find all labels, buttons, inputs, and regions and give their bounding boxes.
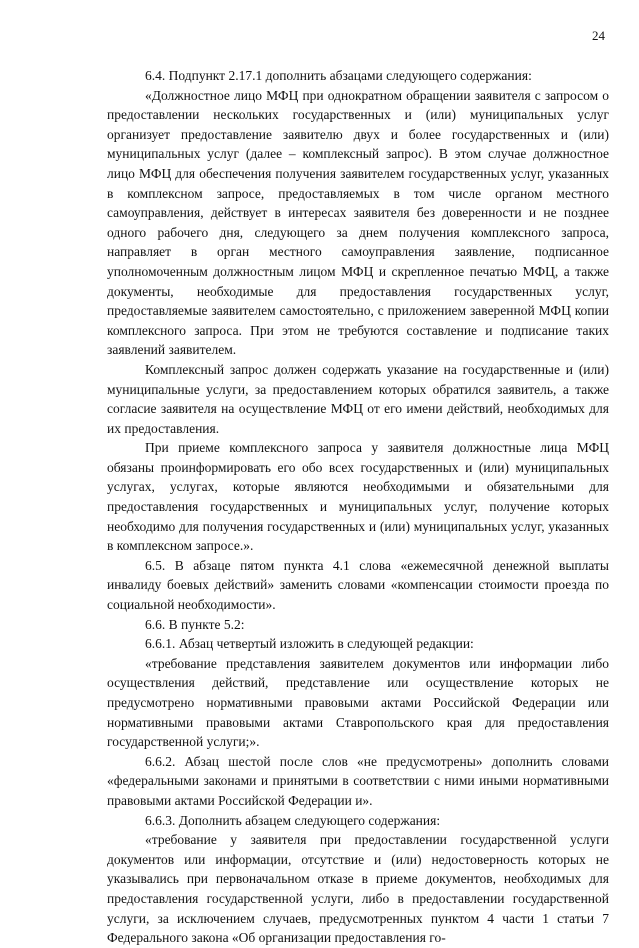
paragraph-requirement-missing-info: «требование у заявителя при предоставлении государственной услуги документов или информации, отсутствие и (или) недостоверность которых не указывались при первоначальном отказе в приеме документов, необходимых для предоставления государственной услуги, либо в предоставлении государственной услуги, за исключением случаев, предусмотренных пунктом 4 части 1 статьи 7 Федерального закона «Об организации предоставления го- [107, 832, 609, 946]
paragraph-6-6-1: 6.6.1. Абзац четвертый изложить в следующей редакции: [145, 636, 474, 652]
paragraph-6-4: 6.4. Подпункт 2.17.1 дополнить абзацами следующего содержания: [145, 68, 532, 83]
text-body [107, 66, 609, 948]
paragraph-6-6-3: 6.6.3. Дополнить абзацем следующего содержания: [145, 812, 441, 828]
paragraph-request-acceptance: При приеме комплексного запроса у заявителя должностные лица МФЦ обязаны проинформировать его обо всех государственных и (или) муниципальных услугах, услугах, которые являются необходимыми и обязательными для предоставления государственных и муниципальных услуг, получение которых необходимо для получения государственных и (или) муниципальных услуг, указанных в комплексном запросе.». [107, 440, 609, 554]
page-number: 24 [592, 28, 605, 43]
paragraph-6-6-2: 6.6.2. Абзац шестой после слов «не предусмотрены» дополнить словами «федеральными законами и принятыми в соответствии с ними иными нормативными правовыми актами Российской Федерации и». [107, 753, 609, 808]
paragraph-mfc-comprehensive-request: «Должностное лицо МФЦ при однократном обращении заявителя с запросом о предоставлении нескольких государственных и (или) муниципальных услуг организует предоставление заявителю двух и более государственных и (или) муниципальных услуг (далее – комплексный запрос). В этом случае должностное лицо МФЦ для обеспечения получения заявителем государственных услуг, указанных в комплексном запросе, предоставляемых в том числе органом местного самоуправления, действует в интересах заявителя без доверенности и не позднее одного рабочего дня, следующего за днем получения комплексного запроса, направляет в орган местного самоуправления заявление, подписанное уполномоченным должностным лицом МФЦ и скрепленное печатью МФЦ, а также документы, необходимые для предоставления государственных услуг, предоставляемые заявителем самостоятельно, с приложением заверенной МФЦ копии комплексного запроса. При этом не требуются составление и подписание таких заявлений заявителем. [107, 87, 609, 358]
paragraph-6-5: 6.5. В абзаце пятом пункта 4.1 слова «ежемесячной денежной выплаты инвалиду боевых действий» заменить словами «компенсации стоимости проезда по социальной необходимости». [107, 557, 609, 613]
paragraph-requirement-documents: «требование представления заявителем документов или информации либо осуществления действий, представление или осуществление которых не предусмотрено нормативными правовыми актами Российской Федерации или нормативными правовыми актами Ставропольского края для предоставления государственной услуги;». [107, 655, 609, 750]
paragraph-6-6: 6.6. В пункте 5.2: [145, 616, 245, 632]
paragraph-comprehensive-request-content: Комплексный запрос должен содержать указание на государственные и (или) муниципальные услуги, за предоставлением которых обратился заявитель, а также согласие заявителя на осуществление МФЦ от его имени действий, необходимых для их предоставления. [107, 361, 609, 436]
